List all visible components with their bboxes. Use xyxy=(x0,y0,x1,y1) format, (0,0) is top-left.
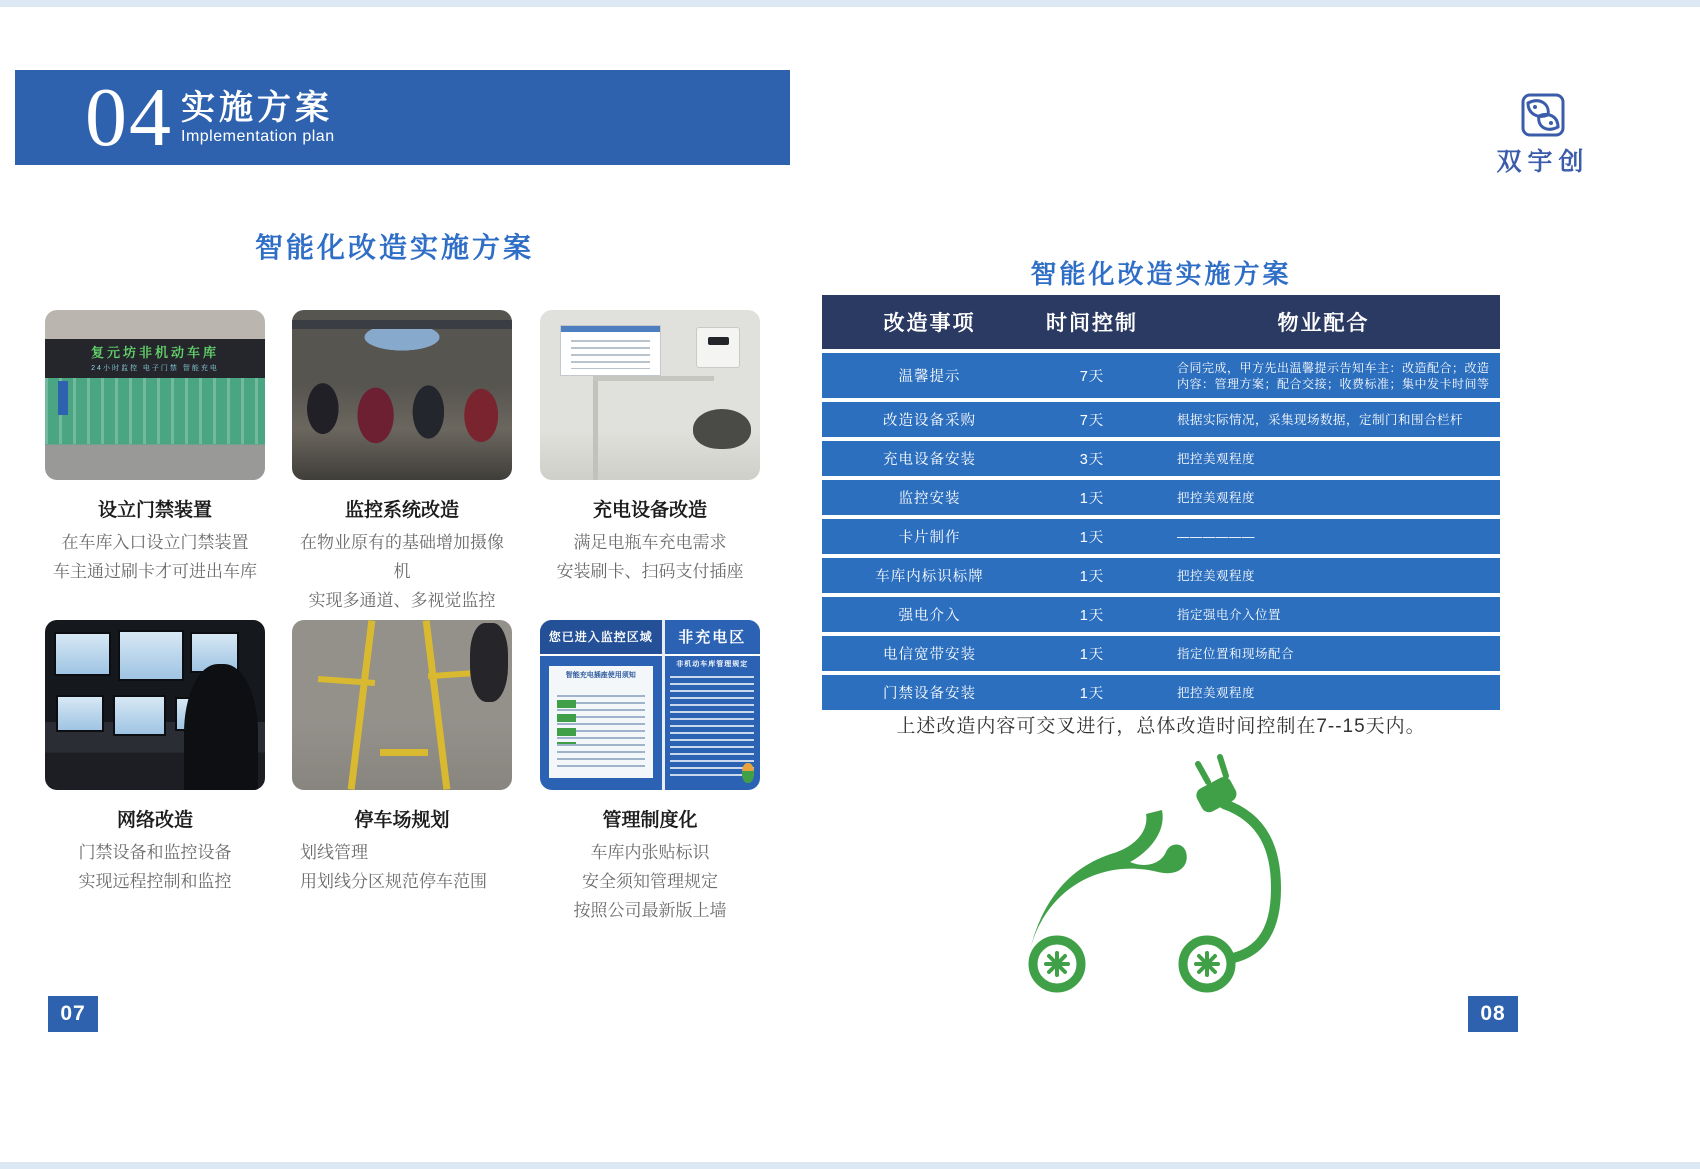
table-cell-item: 车库内标识标牌 xyxy=(875,569,984,585)
sign-diagram xyxy=(557,700,576,745)
table-cell-note: 指定位置和现场配合 xyxy=(1177,646,1295,661)
electric-scooter-illustration xyxy=(1002,752,1302,1007)
table-cell-note: 把控美观程度 xyxy=(1177,568,1256,583)
monitor-screen xyxy=(113,695,166,736)
table-cell-item: 温馨提示 xyxy=(898,369,961,385)
logo-fish-icon xyxy=(1520,92,1566,138)
table-row xyxy=(822,558,1500,593)
sign-title: 非充电区 xyxy=(665,620,760,656)
table-cell-note: 把控美观程度 xyxy=(1177,490,1256,505)
card-description xyxy=(292,528,512,615)
page-number-right: 08 xyxy=(1468,996,1518,1032)
sign-mascot xyxy=(742,763,754,783)
table-cell-time: 1天 xyxy=(1079,686,1105,702)
monitor-screen xyxy=(56,695,104,732)
table-cell-time: 7天 xyxy=(1079,369,1105,385)
table-cell-time: 1天 xyxy=(1079,608,1105,624)
card-management-rules xyxy=(540,620,760,925)
garage-beam xyxy=(292,320,512,329)
desc-line: 实现远程控制和监控 xyxy=(78,872,232,891)
card-description xyxy=(45,838,265,896)
table-header-row xyxy=(822,295,1500,349)
desc-line: 划线管理 xyxy=(300,843,368,862)
gate-fence xyxy=(45,378,265,444)
section-number: 04 xyxy=(85,70,173,164)
gate-sign-subtext: 24小时监控 电子门禁 智能充电 xyxy=(91,364,219,372)
sign-text-lines xyxy=(670,676,754,778)
table-cell-item: 改造设备采购 xyxy=(883,413,976,429)
table-row xyxy=(822,480,1500,515)
card-parking-plan xyxy=(292,620,512,896)
table-cell-item: 充电设备安装 xyxy=(883,452,976,468)
monitor-screen xyxy=(54,632,111,676)
sign-panel-title: 非机动车库管理规定 xyxy=(676,660,749,668)
table-cell-note: 合同完成，甲方先出温馨提示告知车主：改造配合；改造内容：管理方案；配合交接；收费标准；集中发卡时间等 xyxy=(1177,360,1490,391)
left-page-title: 智能化改造实施方案 xyxy=(255,232,535,263)
section-banner xyxy=(15,70,790,165)
wall-pipe xyxy=(593,376,714,381)
card-caption: 管理制度化 xyxy=(602,810,698,831)
yellow-line xyxy=(348,620,376,790)
company-logo xyxy=(1488,92,1598,178)
desc-line: 实现多通道、多视觉监控 xyxy=(308,591,496,610)
charging-device-box xyxy=(696,327,740,368)
photo-charging-wall xyxy=(540,310,760,480)
photo-garage-gate xyxy=(45,310,265,480)
table-cell-note: 指定强电介入位置 xyxy=(1177,607,1282,622)
card-access-control xyxy=(45,310,265,586)
section-banner-title: 实施方案 xyxy=(181,88,333,127)
table-cell-time: 1天 xyxy=(1079,647,1105,663)
table-cell-item: 门禁设备安装 xyxy=(883,686,976,702)
card-description xyxy=(292,838,512,896)
table-cell-note: —————— xyxy=(1177,529,1255,544)
page-number-left: 07 xyxy=(48,996,98,1032)
desc-line: 车主通过刷卡才可进出车库 xyxy=(53,562,257,581)
photo-scooter-garage xyxy=(292,310,512,480)
card-caption: 网络改造 xyxy=(116,810,193,831)
table-row xyxy=(822,519,1500,554)
sign-panel xyxy=(549,666,654,778)
parked-scooter xyxy=(470,623,507,701)
table-row xyxy=(822,636,1500,671)
yellow-line xyxy=(380,749,428,756)
table-row xyxy=(822,675,1500,710)
monitor-screen xyxy=(118,630,184,681)
monitoring-area-sign xyxy=(540,620,662,790)
table-cell-time: 1天 xyxy=(1079,491,1105,507)
logo-text: 双宇创 xyxy=(1496,148,1590,176)
desc-line: 满足电瓶车充电需求 xyxy=(573,533,727,552)
table-cell-item: 监控安装 xyxy=(898,491,961,507)
table-cell-note: 根据实际情况，采集现场数据，定制门和围合栏杆 xyxy=(1177,412,1464,427)
card-caption: 设立门禁装置 xyxy=(97,500,212,521)
table-cell-item: 卡片制作 xyxy=(898,530,961,546)
impl-table-body xyxy=(822,353,1500,710)
card-caption: 停车场规划 xyxy=(354,810,450,831)
sign-panel-title: 智能充电插座使用须知 xyxy=(565,671,636,679)
desc-line: 在车库入口设立门禁装置 xyxy=(61,533,249,552)
table-row xyxy=(822,441,1500,476)
desc-line: 用划线分区规范停车范围 xyxy=(300,872,487,891)
photo-parking-lines xyxy=(292,620,512,790)
table-cell-note: 把控美观程度 xyxy=(1177,451,1256,466)
wall-notice-board xyxy=(560,325,661,376)
photo-control-room xyxy=(45,620,265,790)
desc-line: 安装刷卡、扫码支付插座 xyxy=(556,562,744,581)
wall-pipe xyxy=(593,376,598,480)
desc-line: 安全须知管理规定 xyxy=(582,872,718,891)
desc-line: 门禁设备和监控设备 xyxy=(78,843,232,862)
gate-sign-text: 复元坊非机动车库 xyxy=(90,345,219,361)
yellow-line xyxy=(422,620,450,790)
desc-line: 按照公司最新版上墙 xyxy=(573,901,727,920)
wall-fixture xyxy=(693,409,751,449)
table-row xyxy=(822,597,1500,632)
page-top-border xyxy=(0,0,1700,7)
table-header-note: 物业配合 xyxy=(1277,312,1370,335)
card-monitoring xyxy=(292,310,512,615)
table-cell-item: 电信宽带安装 xyxy=(883,647,976,663)
table-header-time: 时间控制 xyxy=(1046,312,1138,335)
operator-silhouette xyxy=(184,664,259,790)
card-caption: 监控系统改造 xyxy=(344,500,459,521)
sign-title: 您已进入监控区域 xyxy=(540,620,662,656)
gate-pillar-sign xyxy=(58,381,68,415)
table-row xyxy=(822,353,1500,398)
table-cell-time: 1天 xyxy=(1079,530,1105,546)
table-cell-time: 7天 xyxy=(1079,413,1105,429)
card-caption: 充电设备改造 xyxy=(592,500,707,521)
card-description xyxy=(45,528,265,586)
table-cell-note: 把控美观程度 xyxy=(1177,685,1256,700)
desc-line: 在物业原有的基础增加摄像机 xyxy=(300,533,504,581)
desc-line: 车库内张贴标识 xyxy=(590,843,710,862)
table-header-item: 改造事项 xyxy=(883,312,976,335)
card-description xyxy=(540,838,760,925)
table-cell-item: 强电介入 xyxy=(898,608,961,624)
implementation-table xyxy=(822,295,1500,710)
table-cell-time: 1天 xyxy=(1079,569,1105,585)
table-footnote: 上述改造内容可交叉进行，总体改造时间控制在7--15天内。 xyxy=(896,716,1426,737)
table-cell-time: 3天 xyxy=(1079,452,1105,468)
section-banner-subtitle: Implementation plan xyxy=(181,127,335,145)
no-charging-sign xyxy=(665,620,760,790)
page-bottom-border xyxy=(0,1162,1700,1169)
photo-rule-signs xyxy=(540,620,760,790)
table-row xyxy=(822,402,1500,437)
card-network xyxy=(45,620,265,896)
right-page-title: 智能化改造实施方案 xyxy=(1030,259,1292,289)
card-charging xyxy=(540,310,760,586)
card-description xyxy=(540,528,760,586)
